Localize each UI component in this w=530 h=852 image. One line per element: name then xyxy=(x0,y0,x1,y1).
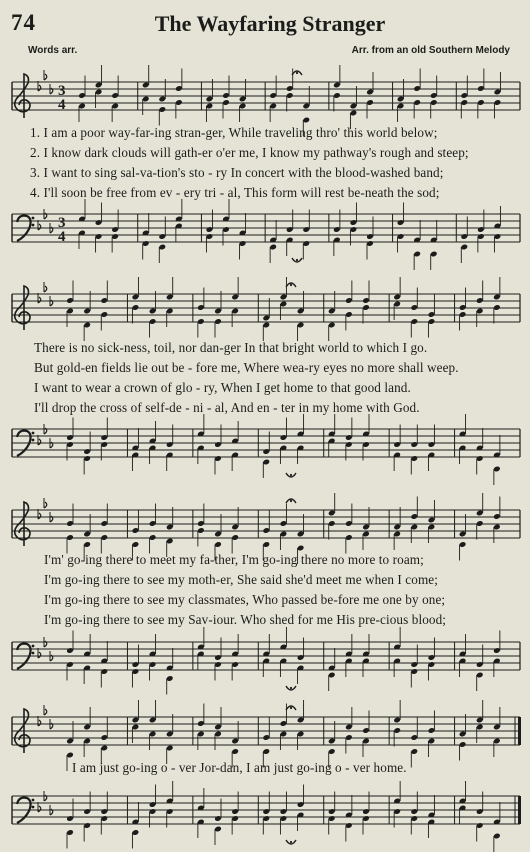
note-head xyxy=(132,700,140,743)
note-head xyxy=(362,281,370,324)
note-head xyxy=(393,507,401,550)
note-head xyxy=(362,792,370,835)
note-head xyxy=(328,792,336,835)
note-head xyxy=(83,291,91,341)
note-head xyxy=(231,634,239,681)
fermata-icon xyxy=(286,686,296,690)
note-head xyxy=(262,432,270,479)
note-head xyxy=(214,707,222,750)
lyric-line: 1. I am a poor way-far-ing stran-ger, While traveling thro' this world below; xyxy=(30,125,438,140)
note-head xyxy=(100,641,108,688)
note-head xyxy=(166,425,174,472)
note-head xyxy=(362,507,370,550)
note-head xyxy=(410,792,418,835)
lyric-line: 4. I'll soon be free from ev - ery tri - al, This form will rest be-neath the sod; xyxy=(30,185,440,200)
flat-icon xyxy=(44,791,47,801)
lyric-line: 2. I know dark clouds will gath-er o'er me, I know my pathway's rough and steep; xyxy=(30,145,469,160)
note-head xyxy=(100,281,108,331)
note-head xyxy=(493,497,501,544)
note-head xyxy=(410,645,418,688)
note-head xyxy=(100,792,108,835)
flat-icon xyxy=(44,498,47,508)
flat-icon xyxy=(50,651,53,661)
note-head xyxy=(428,638,436,681)
bass-staff-system-1 xyxy=(0,200,530,270)
note-head xyxy=(366,217,374,260)
note-head xyxy=(494,72,502,119)
flat-icon xyxy=(44,70,47,80)
flat-icon xyxy=(44,424,47,434)
note-head xyxy=(459,514,467,561)
note-head xyxy=(100,418,108,461)
note-head xyxy=(280,277,288,320)
note-head xyxy=(397,79,405,122)
note-head xyxy=(206,79,214,122)
note-head xyxy=(214,638,222,681)
note-head xyxy=(393,277,401,320)
note-head xyxy=(214,291,222,338)
words-credit: Words arr. xyxy=(28,45,78,56)
page-number: 74 xyxy=(11,10,36,35)
svg-text:4: 4 xyxy=(58,229,66,245)
note-head xyxy=(476,428,484,475)
note-head xyxy=(297,638,305,685)
note-head xyxy=(428,425,436,472)
note-head xyxy=(345,418,353,461)
note-head xyxy=(158,217,166,264)
note-head xyxy=(206,210,214,253)
lyric-line: I'm go-ing there to see my Sav-iour. Who shed for me His pre-cious blood; xyxy=(44,612,447,627)
note-head xyxy=(476,645,484,692)
time-signature xyxy=(58,83,66,113)
svg-text:3: 3 xyxy=(58,215,66,231)
time-signature xyxy=(58,215,66,245)
note-head xyxy=(477,69,485,119)
lyric-line: I'll drop the cross of self-de - ni - al, And en - ter in my home with God. xyxy=(34,400,420,415)
note-head xyxy=(95,65,103,108)
flat-icon xyxy=(44,705,47,715)
lyric-line: I'm go-ing there to see my classmates, Who passed be-fore me one by one; xyxy=(44,592,446,607)
note-head xyxy=(493,277,501,324)
lyric-line: But gold-en fields lie out be - fore me, Where wea-ry eyes no more shall weep. xyxy=(34,360,459,375)
note-head xyxy=(231,792,239,835)
note-head xyxy=(262,792,270,835)
flat-icon xyxy=(44,209,47,219)
note-head xyxy=(214,799,222,846)
note-head xyxy=(166,714,174,764)
note-head xyxy=(239,213,247,260)
lyric-line: 3. I want to sing sal-va-tion's sto - ry In concert with the blood-washed band; xyxy=(30,165,444,180)
hymn-title: The Wayfaring Stranger xyxy=(154,11,386,36)
note-head xyxy=(166,781,174,828)
note-head xyxy=(197,288,205,338)
note-head xyxy=(410,497,418,544)
bass-staff-system-4 xyxy=(0,782,530,852)
lyric-line: I want to wear a crown of glo - ry, When I get home to that good land. xyxy=(34,380,411,395)
lyric-line: I'm' go-ing there to meet my fa-ther, I'm go-ing there no more to roam; xyxy=(44,552,424,567)
note-head xyxy=(362,414,370,461)
note-head xyxy=(345,795,353,842)
flat-icon xyxy=(44,282,47,292)
note-head xyxy=(333,210,341,257)
bass-staff-system-3 xyxy=(0,628,530,698)
note-head xyxy=(166,648,174,695)
note-head xyxy=(132,645,140,688)
fermata-icon xyxy=(286,706,296,710)
note-head xyxy=(83,432,91,475)
note-head xyxy=(494,206,502,253)
lyric-line: I'm go-ing there to see my moth-er, She said she'd meet me when I come; xyxy=(44,572,439,587)
note-head xyxy=(477,210,485,253)
note-head xyxy=(333,65,341,112)
note-head xyxy=(111,210,119,253)
flat-icon xyxy=(50,296,53,306)
note-head xyxy=(149,291,157,338)
flat-icon xyxy=(50,719,53,729)
flat-icon xyxy=(50,84,53,94)
note-head xyxy=(175,69,183,119)
note-head xyxy=(166,507,174,557)
flat-icon xyxy=(50,438,53,448)
note-head xyxy=(166,277,174,327)
note-head xyxy=(66,418,74,461)
note-head xyxy=(297,700,305,750)
note-head xyxy=(280,792,288,835)
note-head xyxy=(262,298,270,341)
bass-staff-system-2 xyxy=(0,415,530,485)
note-head xyxy=(366,72,374,119)
note-head xyxy=(197,704,205,751)
fermata-icon xyxy=(292,71,302,75)
note-head xyxy=(476,700,484,743)
note-head xyxy=(149,700,157,750)
note-head xyxy=(459,714,467,761)
note-head xyxy=(149,504,157,554)
note-head xyxy=(476,281,484,328)
note-head xyxy=(350,203,358,246)
note-head xyxy=(493,707,501,757)
note-head xyxy=(345,504,353,554)
svg-text:4: 4 xyxy=(58,97,66,113)
svg-text:3: 3 xyxy=(58,83,66,99)
note-head xyxy=(100,504,108,554)
note-head xyxy=(393,781,401,828)
note-head xyxy=(460,217,468,264)
final-barline xyxy=(518,717,521,745)
note-head xyxy=(328,291,336,341)
final-barline xyxy=(518,796,521,824)
flat-icon xyxy=(50,512,53,522)
note-head xyxy=(142,65,150,115)
fermata-icon xyxy=(292,258,302,262)
note-head xyxy=(83,707,91,757)
note-head xyxy=(149,785,157,828)
note-head xyxy=(297,291,305,341)
note-head xyxy=(142,213,150,260)
note-head xyxy=(132,277,140,324)
fermata-icon xyxy=(286,840,296,844)
note-head xyxy=(328,493,336,540)
note-head xyxy=(350,86,358,129)
lyric-line: I am just go-ing o - ver Jor-dan, I am just go-ing o - ver home. xyxy=(72,760,407,775)
music-credit: Arr. from an old Southern Melody xyxy=(351,45,510,56)
note-head xyxy=(410,718,418,768)
note-head xyxy=(239,79,247,122)
note-head xyxy=(158,79,166,126)
note-head xyxy=(410,288,418,338)
fermata-icon xyxy=(286,499,296,503)
note-head xyxy=(280,704,288,751)
fermata-icon xyxy=(286,283,296,287)
note-head xyxy=(231,277,239,327)
note-head xyxy=(286,210,294,257)
note-head xyxy=(231,507,239,554)
fermata-icon xyxy=(286,473,296,477)
note-head xyxy=(66,504,74,554)
note-head xyxy=(345,707,353,754)
note-head xyxy=(66,281,74,328)
note-head xyxy=(149,634,157,681)
note-head xyxy=(222,199,230,246)
note-head xyxy=(393,700,401,747)
flat-icon xyxy=(50,805,53,815)
note-head xyxy=(393,425,401,472)
note-head xyxy=(413,69,421,119)
lyric-line: There is no sick-ness, toil, nor dan-ger In that bright world to which I go. xyxy=(34,340,428,355)
note-head xyxy=(476,493,484,540)
flat-icon xyxy=(50,223,53,233)
note-head xyxy=(132,802,140,849)
note-head xyxy=(345,281,353,331)
note-head xyxy=(428,500,436,543)
flat-icon xyxy=(44,637,47,647)
